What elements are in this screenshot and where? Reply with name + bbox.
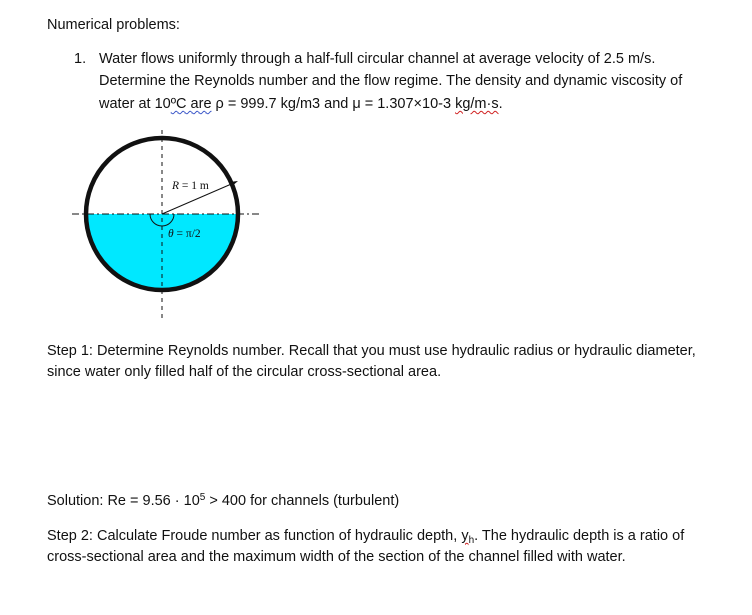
step1-line-1: Step 1: Determine Reynolds number. Recall that you must use hydraulic radius or hydraulic diameter, <box>47 343 696 359</box>
hydraulic-depth-y: y <box>461 528 469 544</box>
solution-exponent: 5 <box>199 492 206 503</box>
hydraulic-depth-subscript: h <box>468 535 475 546</box>
step2-line-1-part-a: Step 2: Calculate Froude number as function of hydraulic depth, <box>47 528 462 544</box>
problem-line-2: Determine the Reynolds number and the flow regime. The density and dynamic viscosity of <box>99 73 683 89</box>
step1-line-2: since water only filled half of the circular cross-sectional area. <box>47 364 442 380</box>
problem-line-3-celsius: ºC are <box>170 96 212 112</box>
radius-label-symbol: R <box>172 180 180 192</box>
step2-line-1 <box>47 527 684 545</box>
problem-line-3-part-a: water at 10 <box>99 96 171 112</box>
section-heading: Numerical problems: <box>47 17 180 33</box>
theta-label <box>168 228 201 240</box>
hydraulic-depth-symbol <box>461 528 474 544</box>
problem-line-3-part-c: ρ = 999.7 kg/m3 and μ = 1.307×10-3 <box>211 96 456 112</box>
step2-line-2: cross-sectional area and the maximum width of the section of the channel filled with water. <box>47 549 626 565</box>
problem-line-3-units: kg/m·s <box>455 96 499 112</box>
solution-suffix: > 400 for channels (turbulent) <box>205 493 400 509</box>
problem-line-3-period: . <box>498 96 503 112</box>
problem-line-1: Water flows uniformly through a half-full circular channel at average velocity of 2.5 m/s. <box>99 51 656 67</box>
problem-number: 1. <box>74 51 87 67</box>
solution-prefix: Solution: Re = 9.56 · 10 <box>47 493 200 509</box>
theta-label-symbol: θ <box>168 228 174 240</box>
solution-line <box>47 492 399 510</box>
theta-label-value: = π/2 <box>173 228 201 240</box>
radius-label <box>171 180 209 192</box>
step2-line-1-part-b: . The hydraulic depth is a ratio of <box>474 528 685 544</box>
radius-label-value: = 1 m <box>179 180 209 192</box>
